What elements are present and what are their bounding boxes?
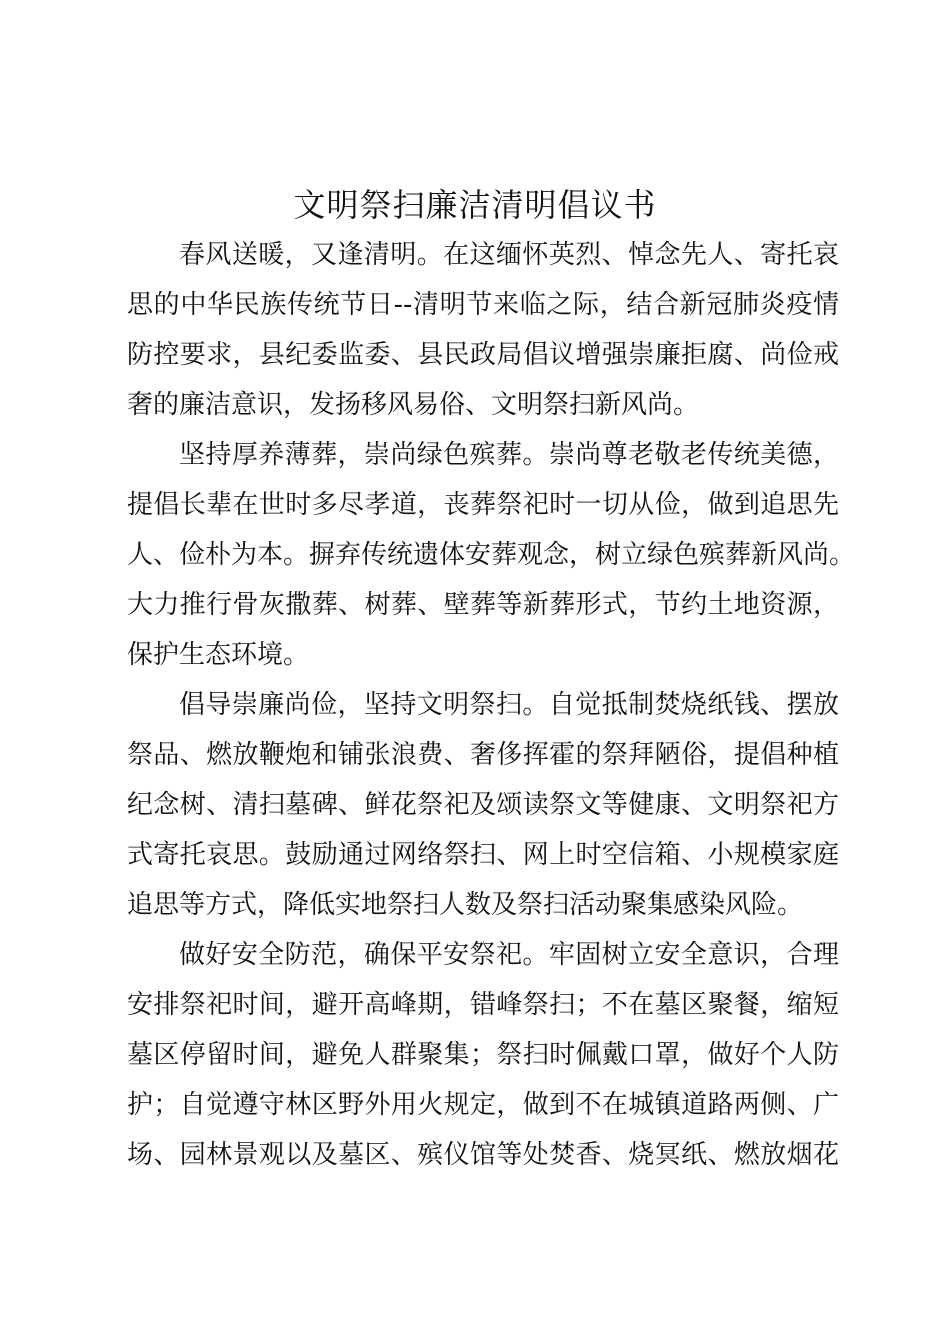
paragraph-line: 纪念树、清扫墓碑、鲜花祭祀及颂读祭文等健康、文明祭祀方 [127, 790, 839, 820]
paragraph-1 [127, 230, 839, 430]
paragraph-line: 祭品、燃放鞭炮和铺张浪费、奢侈挥霍的祭拜陋俗，提倡种植 [127, 740, 839, 770]
paragraph-line: 奢的廉洁意识，发扬移风易俗、文明祭扫新风尚。 [127, 390, 700, 420]
paragraph-line: 安排祭祀时间，避开高峰期，错峰祭扫；不在墓区聚餐，缩短 [127, 990, 839, 1020]
paragraph-line: 场、园林景观以及墓区、殡仪馆等处焚香、烧冥纸、燃放烟花 [127, 1140, 839, 1170]
paragraph-line: 坚持厚养薄葬，崇尚绿色殡葬。崇尚尊老敬老传统美德， [179, 440, 839, 470]
document-body [127, 230, 856, 1180]
paragraph-line: 式寄托哀思。鼓励通过网络祭扫、网上时空信箱、小规模家庭 [127, 840, 839, 870]
paragraph-2 [127, 430, 856, 680]
paragraph-line: 人、俭朴为本。摒弃传统遗体安葬观念，树立绿色殡葬新风尚。 [127, 540, 856, 570]
paragraph-line: 保护生态环境。 [127, 640, 310, 670]
document-title: 文明祭扫廉洁清明倡议书 [293, 186, 657, 224]
paragraph-line: 防控要求，县纪委监委、县民政局倡议增强崇廉拒腐、尚俭戒 [127, 340, 839, 370]
paragraph-line: 追思等方式，降低实地祭扫人数及祭扫活动聚集感染风险。 [127, 890, 804, 920]
paragraph-line: 护；自觉遵守林区野外用火规定，做到不在城镇道路两侧、广 [127, 1090, 839, 1120]
paragraph-line: 倡导崇廉尚俭，坚持文明祭扫。自觉抵制焚烧纸钱、摆放 [179, 690, 839, 720]
paragraph-line: 思的中华民族传统节日--清明节来临之际，结合新冠肺炎疫情 [127, 290, 839, 320]
paragraph-line: 提倡长辈在世时多尽孝道，丧葬祭祀时一切从俭，做到追思先 [127, 490, 839, 520]
paragraph-3 [127, 680, 839, 930]
paragraph-4 [127, 930, 839, 1180]
paragraph-line: 春风送暖，又逢清明。在这缅怀英烈、悼念先人、寄托哀 [179, 240, 839, 270]
paragraph-line: 墓区停留时间，避免人群聚集；祭扫时佩戴口罩，做好个人防 [127, 1040, 839, 1070]
paragraph-line: 做好安全防范，确保平安祭祀。牢固树立安全意识，合理 [179, 940, 839, 970]
paragraph-line: 大力推行骨灰撒葬、树葬、壁葬等新葬形式，节约土地资源， [127, 590, 839, 620]
